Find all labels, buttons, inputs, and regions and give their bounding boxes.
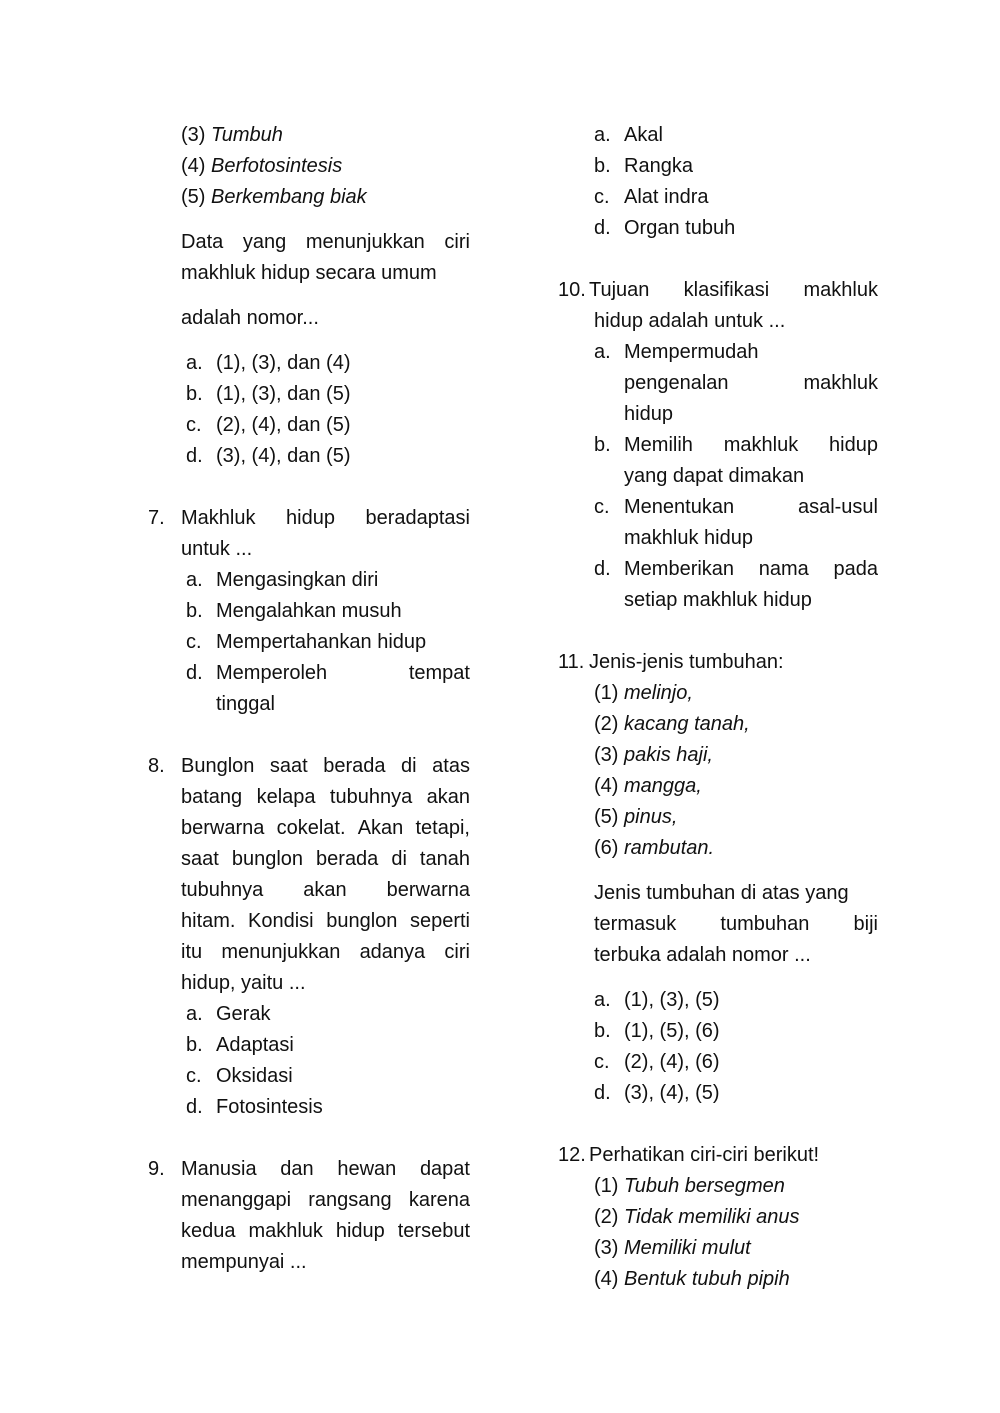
q8-stem-line: batang kelapa tubuhnya akan	[181, 786, 470, 808]
q11-item: (3) pakis haji,	[594, 744, 713, 766]
q10-stem-line: 10. Tujuan klasifikasi makhluk	[558, 275, 878, 306]
q6-option-c[interactable]: c. (2), (4), dan (5)	[186, 414, 351, 436]
q11-option-c[interactable]: c. (2), (4), (6)	[594, 1051, 720, 1073]
q8-stem-line: berwarna cokelat. Akan tetapi,	[181, 817, 470, 839]
q6-stem-line: Data yang menunjukkan ciri	[181, 231, 470, 253]
q11-item: (6) rambutan.	[594, 837, 715, 859]
q10-option-a[interactable]: a. Mempermudah	[594, 341, 759, 363]
question-12	[558, 1140, 878, 1295]
q11-option-b[interactable]: b. (1), (5), (6)	[594, 1020, 720, 1042]
q10-option-d-cont: setiap makhluk hidup	[624, 589, 812, 611]
q8-stem-line: 8. Bunglon saat berada di atas	[148, 751, 470, 782]
q11-option-a[interactable]: a. (1), (3), (5)	[594, 989, 720, 1011]
q8-option-a[interactable]: a. Gerak	[186, 1003, 271, 1025]
q8-option-d[interactable]: d. Fotosintesis	[186, 1096, 323, 1118]
question-11	[558, 647, 878, 1109]
question-7	[148, 503, 470, 720]
q9-stem-line: mempunyai ...	[181, 1251, 307, 1273]
q10-stem-line: hidup adalah untuk ...	[594, 310, 786, 332]
q6-stem-line: makhluk hidup secara umum	[181, 262, 437, 284]
q12-stem-line: 12. Perhatikan ciri-ciri berikut!	[558, 1140, 878, 1171]
q6-option-b[interactable]: b. (1), (3), dan (5)	[186, 383, 351, 405]
q9-option-c[interactable]: c. Alat indra	[594, 186, 709, 208]
q7-number: 7.	[148, 507, 165, 529]
q7-option-d-cont: tinggal	[216, 693, 275, 715]
q6-option-d[interactable]: d. (3), (4), dan (5)	[186, 445, 351, 467]
q11-item: (1) melinjo,	[594, 682, 693, 704]
question-9	[148, 1154, 470, 1278]
question-8	[148, 751, 470, 1123]
q12-item: (1) Tubuh bersegmen	[594, 1175, 785, 1197]
q10-option-a-cont: hidup	[624, 403, 673, 425]
left-column	[148, 120, 470, 1278]
question-6	[148, 120, 470, 472]
q12-item: (4) Bentuk tubuh pipih	[594, 1268, 790, 1290]
q10-option-d[interactable]: d. Memberikan nama pada	[594, 558, 878, 580]
q10-number: 10.	[558, 279, 586, 301]
q8-stem-line: hitam. Kondisi bunglon seperti	[181, 910, 470, 932]
q7-option-a[interactable]: a. Mengasingkan diri	[186, 569, 379, 591]
q6-item: (5) Berkembang biak	[181, 186, 367, 208]
q6-item: (4) Berfotosintesis	[181, 155, 343, 177]
q7-option-c[interactable]: c. Mempertahankan hidup	[186, 631, 427, 653]
q11-stem-line: Jenis tumbuhan di atas yang	[594, 882, 849, 904]
q7-stem-line: 7. Makhluk hidup beradaptasi	[148, 503, 470, 534]
q11-item: (4) mangga,	[594, 775, 702, 797]
right-column	[558, 120, 878, 1295]
q10-option-c-cont: makhluk hidup	[624, 527, 753, 549]
q11-item: (2) kacang tanah,	[594, 713, 750, 735]
q8-stem-line: saat bunglon berada di tanah	[181, 848, 470, 870]
q7-option-b[interactable]: b. Mengalahkan musuh	[186, 600, 402, 622]
q9-stem-line: 9. Manusia dan hewan dapat	[148, 1154, 470, 1185]
q11-item: (5) pinus,	[594, 806, 678, 828]
q9-options	[558, 120, 878, 244]
q6-stem-line: adalah nomor...	[181, 307, 319, 329]
q11-option-d[interactable]: d. (3), (4), (5)	[594, 1082, 720, 1104]
q9-option-b[interactable]: b. Rangka	[594, 155, 693, 177]
q11-stem-line: termasuk tumbuhan biji	[594, 913, 878, 935]
q10-option-b[interactable]: b. Memilih makhluk hidup	[594, 434, 878, 456]
q8-stem-line: hidup, yaitu ...	[181, 972, 306, 994]
q11-stem-line: 11. Jenis-jenis tumbuhan:	[558, 647, 878, 678]
q10-option-b-cont: yang dapat dimakan	[624, 465, 805, 487]
q7-option-d[interactable]: d. Memperoleh tempat	[186, 662, 470, 684]
q9-stem-line: menanggapi rangsang karena	[181, 1189, 470, 1211]
q12-item: (3) Memiliki mulut	[594, 1237, 751, 1259]
q8-option-b[interactable]: b. Adaptasi	[186, 1034, 294, 1056]
q8-stem-line: tubuhnya akan berwarna	[181, 879, 470, 901]
q7-stem-line: untuk ...	[181, 538, 253, 560]
q9-number: 9.	[148, 1158, 165, 1180]
question-10	[558, 275, 878, 616]
q8-option-c[interactable]: c. Oksidasi	[186, 1065, 293, 1087]
q6-option-a[interactable]: a. (1), (3), dan (4)	[186, 352, 351, 374]
q9-option-a[interactable]: a. Akal	[594, 124, 663, 146]
q11-stem-line: terbuka adalah nomor ...	[594, 944, 811, 966]
q12-item: (2) Tidak memiliki anus	[594, 1206, 800, 1228]
q11-number: 11.	[558, 651, 585, 673]
q10-option-a-cont: pengenalan makhluk	[624, 372, 878, 394]
q8-stem-line: itu menunjukkan adanya ciri	[181, 941, 470, 963]
q10-option-c[interactable]: c. Menentukan asal-usul	[594, 496, 878, 518]
q6-item: (3) Tumbuh	[181, 124, 283, 146]
q12-number: 12.	[558, 1144, 586, 1166]
q9-stem-line: kedua makhluk hidup tersebut	[181, 1220, 470, 1242]
q9-option-d[interactable]: d. Organ tubuh	[594, 217, 736, 239]
q8-number: 8.	[148, 755, 165, 777]
